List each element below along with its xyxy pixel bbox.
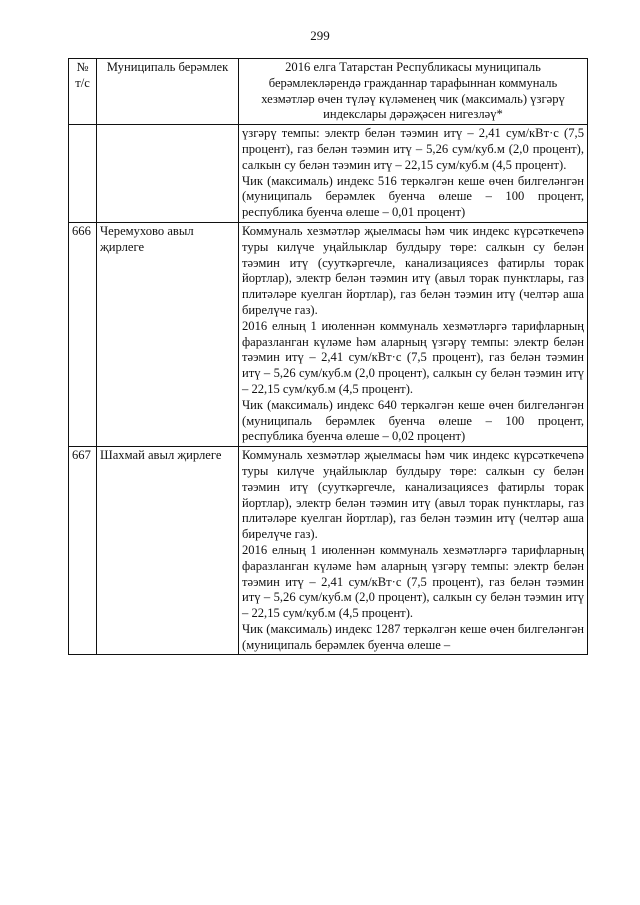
paragraph: 2016 елның 1 июленнән коммуналь хезмәтләргә тарифларның фаразланган күләме һәм аларның үзгәрү темпы: электр белән тәэмин итү – 2,41 сум/кВт·с (7,5 процент), газ белән тәэмин итү – 5,26 сум/куб.м (2,0 процент), салкын су белән тәэмин итү – 22,15 сум/куб.м (4,5 процент). xyxy=(242,318,584,396)
municipal-index-table xyxy=(68,58,588,655)
row-justification xyxy=(239,125,588,223)
paragraph: Чик (максималь) индекс 516 теркәлгән кеше өчен билгеләнгән (муниципаль берәмлек буенча өлеше – 100 процент, республика буенча өлеше – 0,01 процент) xyxy=(242,173,584,220)
paragraph: Коммуналь хезмәтләр җыелмасы һәм чик индекс күрсәткечenә туры килүче уңайлыклар булдыру төре: салкын су белән тәэмин итү (сууткәргечле, канализациясез фатирлы торак йортлар), электр белән тәэмин итү (авыл торак пунктлары, газ плитәләре куелган йортлар), газ белән тәэмин итү (челтәр аша бирелүче газ). xyxy=(242,448,584,542)
row-number xyxy=(69,125,97,223)
paragraph: үзгәрү темпы: электр белән тәэмин итү – 2,41 сум/кВт·с (7,5 процент), газ белән тәэмин итү – 5,26 сум/куб.м (2,0 процент), салкын су белән тәэмин итү – 22,15 сум/куб.м (4,5 процент). xyxy=(242,126,584,172)
paragraph: Чик (максималь) индекс 640 теркәлгән кеше өчен билгеләнгән (муниципаль берәмлек буенча өлеше – 100 процент, республика буенча өлеше – 0,02 процент) xyxy=(242,397,584,444)
table-row xyxy=(69,125,588,223)
row-municipality: Черемухово авыл җирлеге xyxy=(97,222,239,446)
header-number: № т/с xyxy=(69,59,97,125)
row-justification xyxy=(239,222,588,446)
paragraph: 2016 елның 1 июленнән коммуналь хезмәтләргә тарифларның фаразланган күләме һәм аларның үзгәрү темпы: электр белән тәэмин итү – 2,41 сум/кВт·с (7,5 процент), газ белән тәэмин итү – 5,26 сум/куб.м (2,0 процент), салкын су белән тәэмин итү – 22,15 сум/куб.м (4,5 процент). xyxy=(242,542,584,621)
table-row xyxy=(69,447,588,655)
table-row xyxy=(69,222,588,446)
row-municipality xyxy=(97,125,239,223)
paragraph: Коммуналь хезмәтләр җыелмасы һәм чик индекс күрсәткечenә туры килүче уңайлыклар булдыру төре: салкын су белән тәэмин итү (сууткәргечле, канализациясез фатирлы торак йортлар), электр белән тәэмин итү (авыл торак пунктлары, газ плитәләре куелган йортлар), газ белән тәэмин итү (челтәр аша бирелүче газ). xyxy=(242,223,584,317)
table-header-row xyxy=(69,59,588,125)
row-number: 666 xyxy=(69,222,97,446)
header-justification: 2016 елга Татарстан Республикасы муниципаль берәмлекләрендә гражданнар тарафыннан коммуналь хезмәтләр өчен түләү күләменең чик (максималь) үзгәрү индекслары дәрәҗәсен нигезләү* xyxy=(239,59,588,125)
page-number: 299 xyxy=(310,28,330,43)
row-justification xyxy=(239,447,588,655)
header-municipality: Муниципаль берәмлек xyxy=(97,59,239,125)
row-municipality: Шахмай авыл җирлеге xyxy=(97,447,239,655)
row-number: 667 xyxy=(69,447,97,655)
paragraph: Чик (максималь) индекс 1287 теркәлгән кеше өчен билгеләнгән (муниципаль берәмлек буенча өлеше – xyxy=(242,621,584,652)
